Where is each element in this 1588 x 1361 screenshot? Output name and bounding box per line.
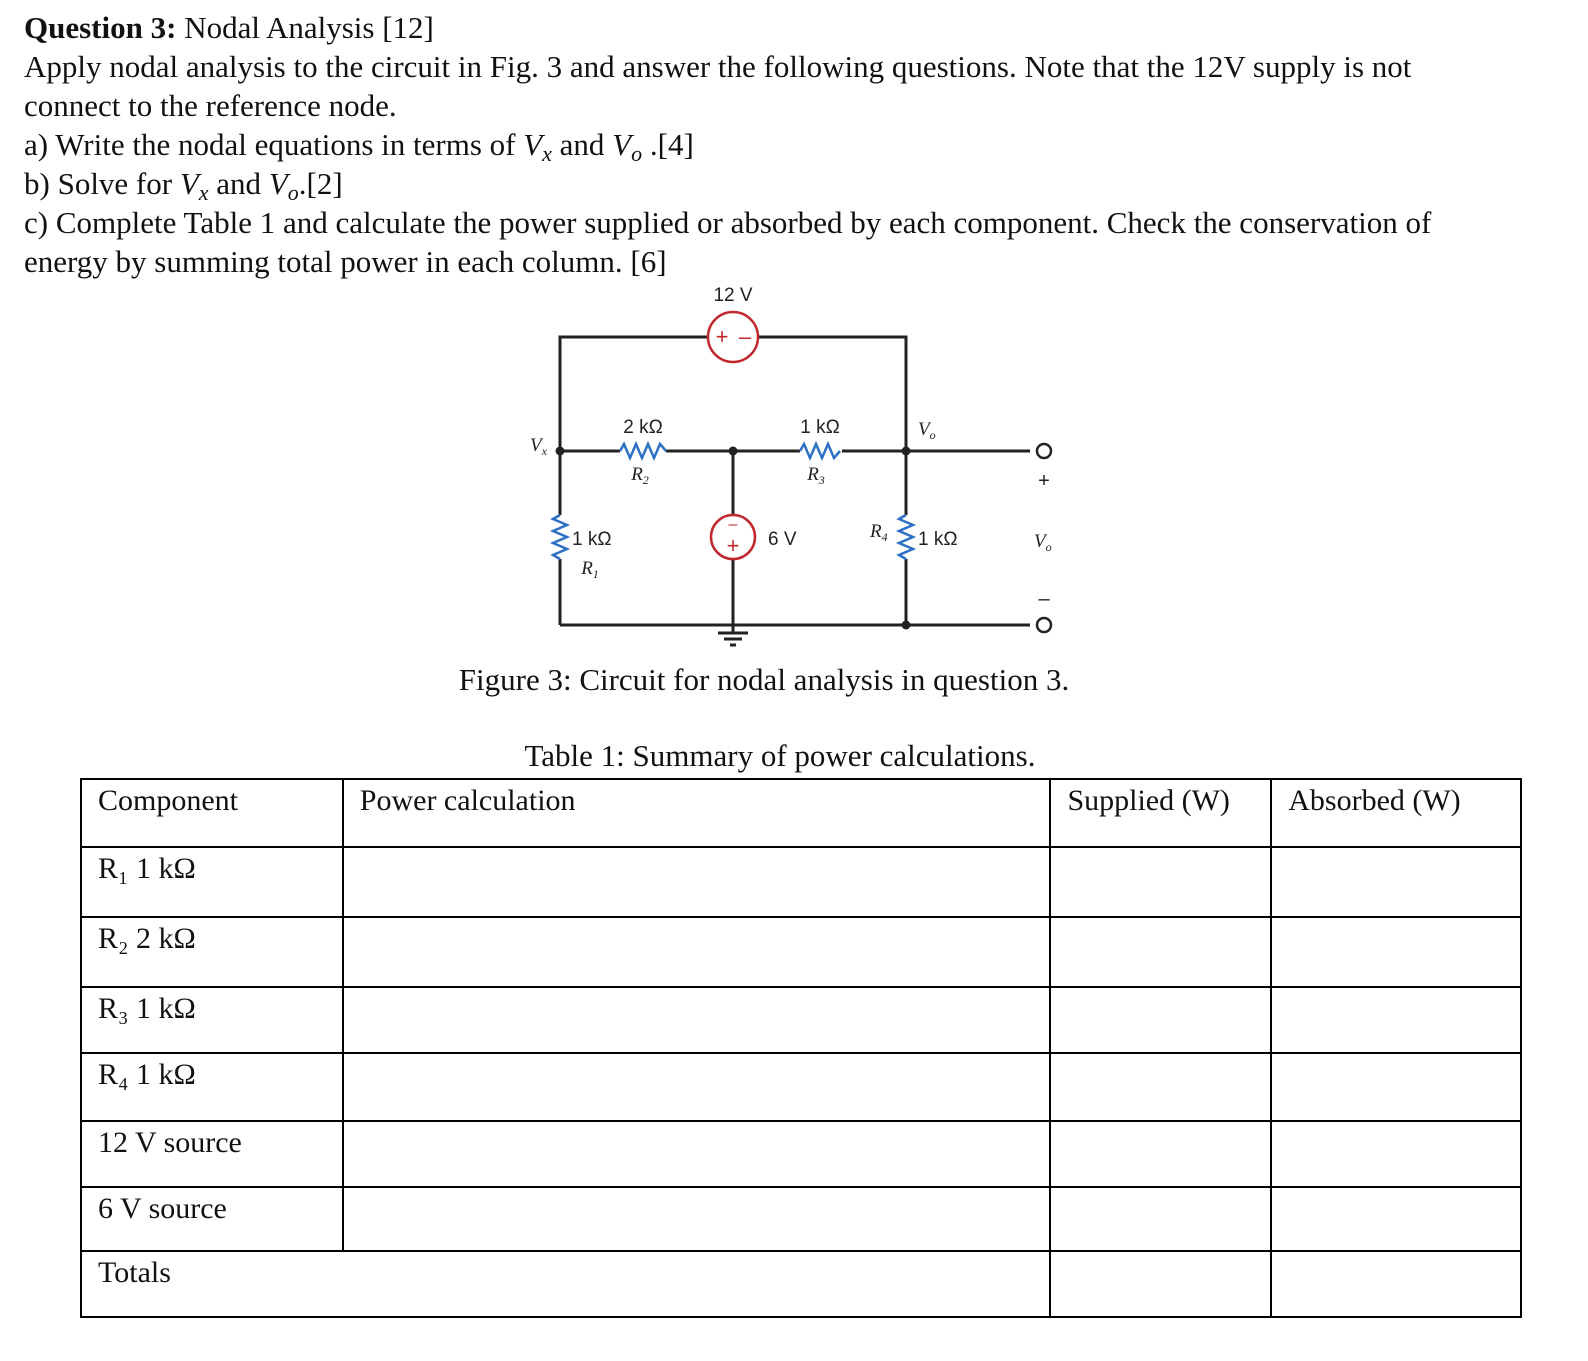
- node-vo-label: $V_o$: [918, 419, 936, 442]
- question-title: Nodal Analysis [12]: [184, 10, 434, 45]
- cell-supplied[interactable]: [1050, 1053, 1271, 1121]
- cell-supplied[interactable]: [1050, 847, 1271, 917]
- cell-supplied[interactable]: [1050, 1187, 1271, 1251]
- node-vo: [902, 447, 911, 456]
- output-minus: –: [1038, 588, 1050, 610]
- cell-calc[interactable]: [343, 1121, 1051, 1187]
- cell-component: R₁ 1 kΩ: [81, 847, 343, 917]
- output-terminal-top: [1037, 444, 1051, 458]
- cell-calc[interactable]: [343, 847, 1051, 917]
- table-header-row: [81, 779, 1521, 847]
- cell-totals-absorbed[interactable]: [1271, 1251, 1521, 1317]
- question-label: Question 3:: [24, 10, 177, 45]
- part-b: b) Solve for $V_x$ and $V_o.[2]$: [24, 166, 343, 205]
- r1-name: $R_1$: [581, 558, 599, 581]
- cell-component: R₂ 2 kΩ: [81, 917, 343, 987]
- cell-supplied[interactable]: [1050, 1121, 1271, 1187]
- table-row: [81, 987, 1521, 1053]
- part-c-line1: c) Complete Table 1 and calculate the power supplied or absorbed by each component. Check the conservation of: [24, 205, 1432, 240]
- header-absorbed: Absorbed (W): [1271, 779, 1521, 847]
- figure-caption: Figure 3: Circuit for nodal analysis in question 3.: [458, 662, 1070, 697]
- output-terminal-bottom: [1037, 618, 1051, 632]
- source-12v-plus: +: [715, 324, 729, 349]
- node-center: [729, 447, 738, 456]
- node-vx-label: $V_x$: [530, 435, 547, 458]
- question-intro: Apply nodal analysis to the circuit in Fig. 3 and answer the following questions. Note that the 12V supply is not: [24, 49, 1412, 84]
- cell-component: R₃ 1 kΩ: [81, 987, 343, 1053]
- part-c-line2: energy by summing total power in each column. [6]: [24, 244, 667, 279]
- cell-component: 6 V source: [81, 1187, 343, 1251]
- source-6v-label: 6 V: [768, 529, 797, 550]
- cell-calc[interactable]: [343, 987, 1051, 1053]
- table-row: [81, 847, 1521, 917]
- source-6v-plus: +: [726, 533, 740, 558]
- table-row: [81, 1121, 1521, 1187]
- circuit-diagram: [490, 275, 1090, 660]
- cell-totals-label: Totals: [81, 1251, 1050, 1317]
- table-row: [81, 1187, 1521, 1251]
- table-row: [81, 917, 1521, 987]
- ground-icon: [718, 625, 748, 645]
- cell-absorbed[interactable]: [1271, 917, 1521, 987]
- cell-calc[interactable]: [343, 1187, 1051, 1251]
- cell-totals-supplied[interactable]: [1050, 1251, 1271, 1317]
- cell-calc[interactable]: [343, 1053, 1051, 1121]
- cell-absorbed[interactable]: [1271, 1121, 1521, 1187]
- table-caption: Table 1: Summary of power calculations.: [524, 738, 1036, 773]
- question-text: [24, 8, 1574, 281]
- cell-absorbed[interactable]: [1271, 1187, 1521, 1251]
- header-component: Component: [81, 779, 343, 847]
- r3-name: $R_3$: [807, 464, 825, 487]
- r4-value: 1 kΩ: [918, 529, 958, 550]
- source-12v-minus: –: [738, 324, 752, 349]
- question-heading: [24, 8, 1574, 47]
- resistor-r4-icon: [899, 515, 913, 559]
- r2-name: $R_2$: [631, 464, 649, 487]
- cell-absorbed[interactable]: [1271, 987, 1521, 1053]
- node-vx: [556, 447, 565, 456]
- resistor-r2-icon: [620, 444, 666, 458]
- cell-absorbed[interactable]: [1271, 1053, 1521, 1121]
- resistor-r3-icon: [800, 444, 840, 458]
- r4-name: $R_4$: [870, 521, 888, 544]
- cell-absorbed[interactable]: [1271, 847, 1521, 917]
- table-row: [81, 1053, 1521, 1121]
- output-plus: +: [1038, 470, 1050, 492]
- source-6v-minus: –: [728, 516, 738, 533]
- power-table: [80, 778, 1522, 1318]
- table-totals-row: [81, 1251, 1521, 1317]
- r2-value: 2 kΩ: [623, 417, 663, 438]
- part-a: a) Write the nodal equations in terms of $V_x$ and $V_o$ .[4]: [24, 127, 694, 166]
- header-power-calculation: Power calculation: [343, 779, 1051, 847]
- cell-component: 12 V source: [81, 1121, 343, 1187]
- resistor-r1-icon: [553, 515, 567, 559]
- source-12v-label: 12 V: [713, 285, 753, 306]
- r1-value: 1 kΩ: [572, 529, 612, 550]
- cell-supplied[interactable]: [1050, 987, 1271, 1053]
- cell-calc[interactable]: [343, 917, 1051, 987]
- cell-supplied[interactable]: [1050, 917, 1271, 987]
- output-vo-label: $V_o$: [1034, 531, 1052, 554]
- node-bottom-right: [902, 621, 911, 630]
- question-intro-cont: connect to the reference node.: [24, 88, 397, 123]
- r3-value: 1 kΩ: [800, 417, 840, 438]
- header-supplied: Supplied (W): [1050, 779, 1271, 847]
- cell-component: R₄ 1 kΩ: [81, 1053, 343, 1121]
